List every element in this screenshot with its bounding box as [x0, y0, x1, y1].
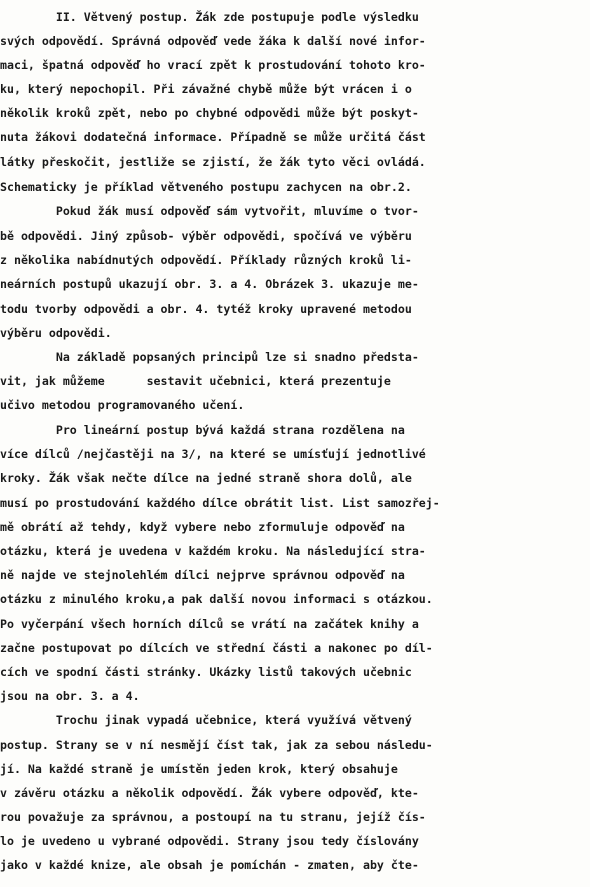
text-line: více dílců /nejčastěji na 3/, na které se umísťují jednotlivé: [0, 447, 426, 461]
text-line: jí. Na každé straně je umístěn jeden krok, který obsahuje: [0, 762, 398, 776]
text-line: bě odpovědi. Jiný způsob- výběr odpovědi, spočívá ve výběru: [0, 229, 412, 243]
text-line: todu tvorby odpovědi a obr. 4. tytéž kroky upravené metodou: [0, 302, 412, 316]
text-line: v závěru otázku a několik odpovědí. Žák vybere odpověď, kte-: [0, 786, 419, 800]
text-line: kroky. Žák však nečte dílce na jedné straně shora dolů, ale: [0, 471, 412, 485]
text-line: jsou na obr. 3. a 4.: [0, 689, 140, 703]
text-line: Pokud žák musí odpověď sám vytvořit, mluvíme o tvor-: [0, 204, 419, 218]
text-line: ku, který nepochopil. Při závažné chybě může být vrácen i o: [0, 82, 412, 96]
text-line: postup. Strany se v ní nesmějí číst tak, jak za sebou následu-: [0, 738, 433, 752]
text-line: musí po prostudování každého dílce obrátit list. List samozřej-: [0, 496, 440, 510]
text-line: rou považuje za správnou, a postoupí na tu stranu, jejíž čís-: [0, 810, 426, 824]
text-line: neárních postupů ukazují obr. 3. a 4. Obrázek 3. ukazuje me-: [0, 277, 419, 291]
text-line: látky přeskočit, jestliže se zjistí, že žák tyto věci ovládá.: [0, 155, 426, 169]
text-line: otázku, která je uvedena v každém kroku. Na následující stra-: [0, 544, 426, 558]
text-line: z několika nabídnutých odpovědí. Příklady různých kroků li-: [0, 253, 412, 267]
text-line: jako v každé knize, ale obsah je pomíchán - zmaten, aby čte-: [0, 858, 419, 872]
text-line: několik kroků zpět, nebo po chybné odpovědi může být poskyt-: [0, 106, 419, 120]
text-line: učivo metodou programovaného učení.: [0, 398, 245, 412]
text-line: Schematicky je příklad větveného postupu zachycen na obr.2.: [0, 180, 412, 194]
text-line: nuta žákovi dodatečná informace. Případně se může určitá část: [0, 130, 426, 144]
text-line: Po vyčerpání všech horních dílců se vrátí na začátek knihy a: [0, 617, 419, 631]
text-line: Trochu jinak vypadá učebnice, která využívá větvený: [0, 713, 412, 727]
text-line: II. Větvený postup. Žák zde postupuje podle výsledku: [0, 10, 419, 24]
text-line: otázku z minulého kroku,a pak další novou informaci s otázkou.: [0, 592, 433, 606]
text-line: Na základě popsaných principů lze si snadno předsta-: [0, 350, 419, 364]
text-line: začne postupovat po dílcích ve střední části a nakonec po díl-: [0, 641, 433, 655]
text-line: Pro lineární postup bývá každá strana rozdělena na: [0, 423, 405, 437]
text-line: cích ve spodní části stránky. Ukázky listů takových učebnic: [0, 665, 412, 679]
text-line: vit, jak můžeme sestavit učebnici, která prezentuje: [0, 374, 391, 388]
text-line: svých odpovědí. Správná odpověď vede žáka k další nové infor-: [0, 34, 426, 48]
text-line: lo je uvedeno u vybrané odpovědi. Strany jsou tedy číslovány: [0, 834, 419, 848]
text-line: ně najde ve stejnolehlém dílci nejprve správnou odpověď na: [0, 568, 405, 582]
text-line: mě obrátí až tehdy, když vybere nebo zformuluje odpověď na: [0, 520, 405, 534]
text-line: maci, špatná odpověď ho vrací zpět k prostudování tohoto kro-: [0, 58, 426, 72]
text-line: výběru odpovědi.: [0, 326, 112, 340]
